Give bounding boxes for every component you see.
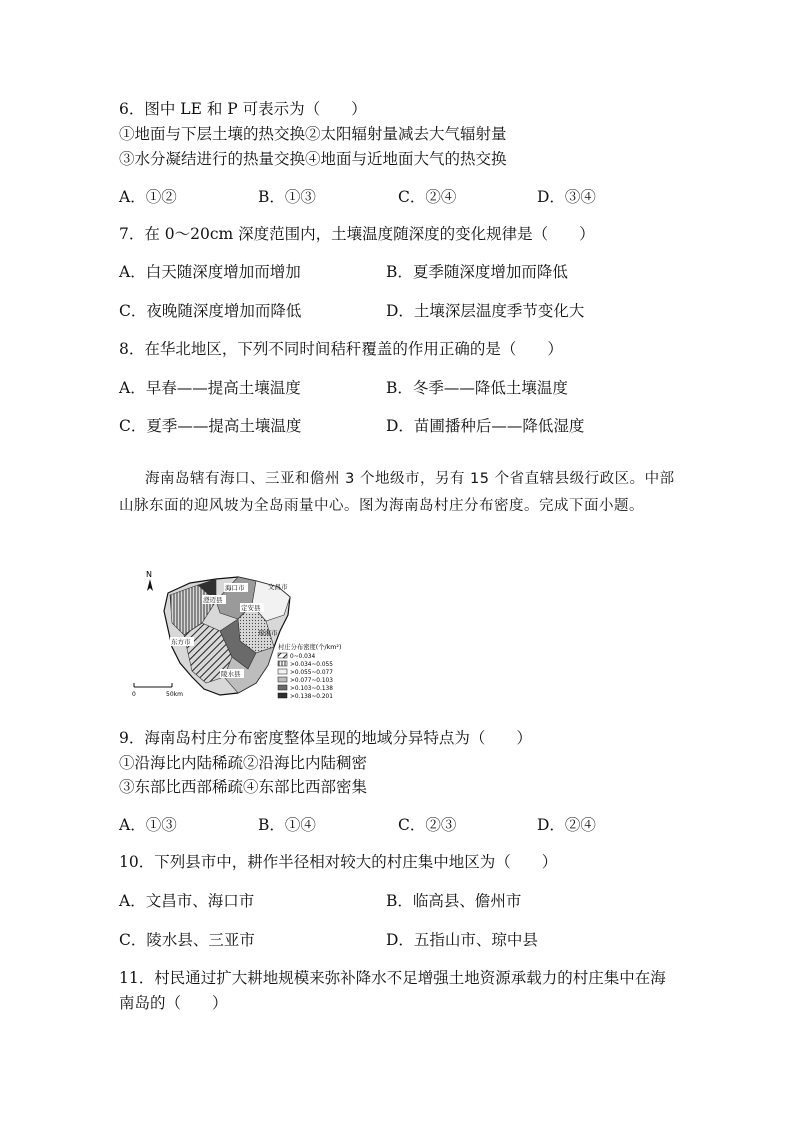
q8-option-a: A．早春——提高土壤温度 [119,379,301,397]
city-label: 海口市 [225,584,245,592]
q9-option-d: D．②④ [537,816,596,834]
reading-passage [119,466,679,520]
q6-option-d: D．③④ [537,188,596,206]
q10-option-b: B．临高县、儋州市 [386,892,522,910]
q10-option-d: D．五指山市、琼中县 [386,931,538,949]
legend-item: >0.138~0.201 [290,694,333,700]
q9-option-a: A．①③ [119,816,177,834]
q6-option-c: C．②④ [398,188,457,206]
legend-item: 0~0.034 [290,654,316,660]
q9-statement-line-2: ③东部比西部稀疏④东部比西部密集 [119,778,368,796]
q6-stem: 6．图中 LE 和 P 可表示为（ ） [119,100,367,118]
q9-stem: 9．海南岛村庄分布密度整体呈现的地域分异特点为（ ） [119,729,532,747]
q6-statement-line-2: ③水分凝结进行的热量交换④地面与近地面大气的热交换 [119,150,507,168]
q9-option-b: B．①④ [258,816,316,834]
city-label: 陵水县 [221,670,241,678]
q7-option-a: A．白天随深度增加而增加 [119,263,301,281]
map-legend [278,642,341,700]
scale-label: 50km [166,691,183,698]
legend-item: >0.103~0.138 [290,686,333,692]
q9-option-c: C．②③ [398,816,457,834]
q7-option-c: C．夜晚随深度增加而降低 [119,302,302,320]
city-label: 琼海市 [258,629,278,637]
passage-text: 海南岛辖有海口、三亚和儋州 3 个地级市，另有 15 个省直辖县级行政区。中部山脉东面的迎风坡为全岛雨量中心。图为海南岛村庄分布密度。完成下面小题。 [119,471,675,514]
north-label: N [146,570,152,579]
q6-statement-line-1: ①地面与下层土壤的热交换②太阳辐射量减去大气辐射量 [119,125,507,143]
scale-zero: 0 [132,691,136,698]
q8-option-b: B．冬季——降低土壤温度 [386,379,568,397]
q8-option-c: C．夏季——提高土壤温度 [119,417,302,435]
q9-statement-line-1: ①沿海比内陆稀疏②沿海比内陆稠密 [119,754,368,772]
legend-title: 村庄分布密度(个/km²) [278,644,342,651]
city-label: 文昌市 [268,583,288,591]
city-label: 东方市 [171,638,191,646]
city-label: 定安县 [241,604,261,612]
scale-bar [132,683,183,698]
legend-item: >0.055~0.077 [290,670,333,676]
q7-stem: 7．在 0～20cm 深度范围内，土壤温度随深度的变化规律是（ ） [119,225,595,243]
q11-stem: 11．村民通过扩大耕地规模来弥补降水不足增强土地资源承载力的村庄集中在海 [119,969,666,987]
q8-stem: 8．在华北地区，下列不同时间秸秆覆盖的作用正确的是（ ） [119,340,563,358]
q10-option-a: A．文昌市、海口市 [119,892,255,910]
q8-option-d: D．苗圃播种后——降低湿度 [386,417,585,435]
q6-option-a: A．①② [119,188,177,206]
q10-stem: 10．下列县市中，耕作半径相对较大的村庄集中地区为（ ） [119,853,558,871]
north-arrow-icon [147,579,153,591]
q6-option-b: B．①③ [258,188,316,206]
hainan-village-density-map [128,565,368,705]
legend-item: >0.034~0.055 [290,662,333,668]
legend-item: >0.077~0.103 [290,678,333,684]
city-label: 澄迈县 [203,596,223,604]
q7-option-b: B．夏季随深度增加而降低 [386,263,568,281]
q10-option-c: C．陵水县、三亚市 [119,931,255,949]
q11-stem-continued: 南岛的（ ） [119,994,228,1012]
q7-option-d: D．土壤深层温度季节变化大 [386,302,585,320]
